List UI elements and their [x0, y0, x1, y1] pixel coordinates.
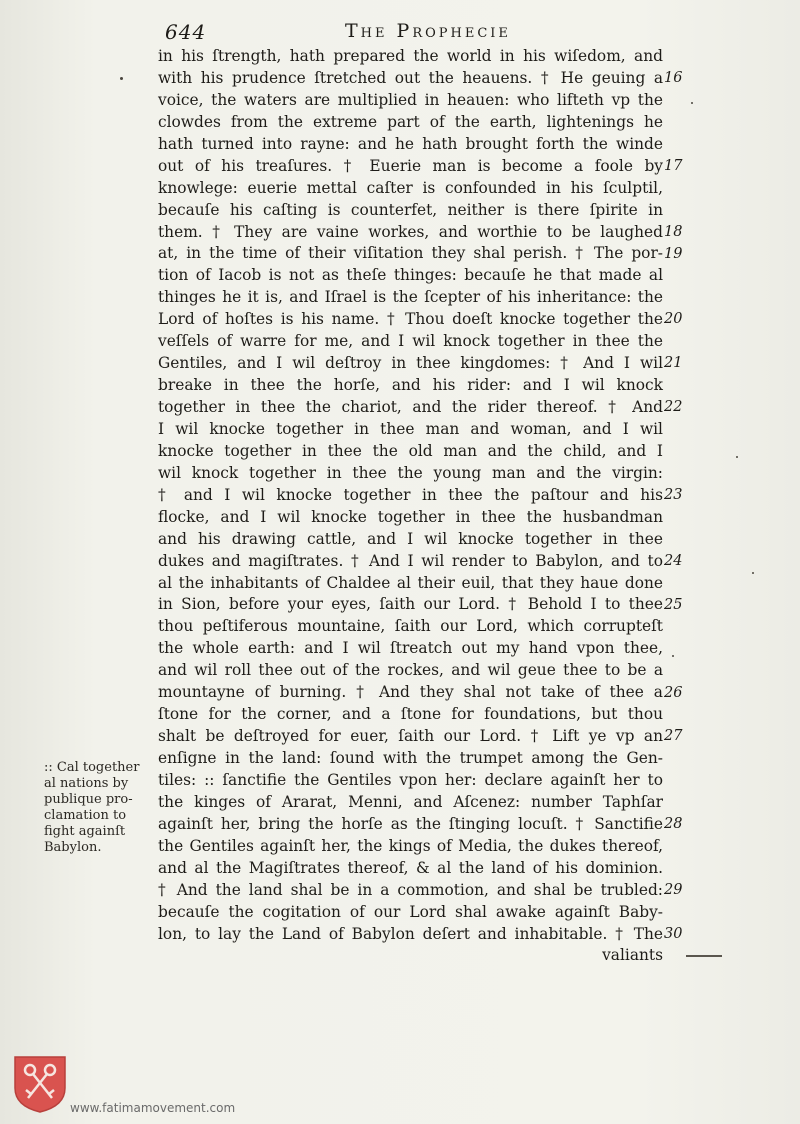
text-line-content: clowdes from the extreme part of the earth, lightenings he [158, 112, 663, 131]
text-line [158, 156, 663, 178]
text-line-content: knocke together in thee the old man and the child, and I [158, 441, 663, 460]
text-line [158, 682, 663, 704]
text-line-content: tion of Iacob is not as theſe thinges: becauſe he that made al [158, 266, 663, 285]
verse-number: 27 [664, 728, 683, 745]
text-line-content: the whole earth: and I wil ſtreatch out my hand vpon thee, [158, 639, 663, 658]
text-line [158, 463, 663, 485]
text-line [158, 353, 663, 375]
text-line-content: with his prudence ſtretched out the heauens. † He geuing a [158, 68, 663, 87]
text-line [158, 836, 663, 858]
text-line-content: in Sion, before your eyes, ſaith our Lord. † Behold I to thee [158, 595, 663, 614]
text-line-content: and al the Magiſtrates thereof, & al the land of his dominion. [158, 858, 663, 877]
speck-mark [752, 572, 754, 574]
speck-mark [691, 102, 693, 104]
text-line-content: breake in thee the horſe, and his rider: and I wil knock [158, 376, 663, 395]
text-line-content: Lord of hoſtes is his name. † Thou doeſt knocke together the [158, 310, 663, 329]
text-line [158, 902, 663, 924]
margin-note-line: Babylon. [44, 840, 102, 855]
verse-number: 26 [664, 684, 683, 701]
shield-logo-icon [12, 1054, 68, 1114]
text-line-content: them. † They are vaine workes, and worthie to be laughed [158, 222, 663, 241]
text-line-content: Gentiles, and I wil deſtroy in thee kingdomes: † And I wil [158, 354, 663, 373]
text-line-content: enſigne in the land: ſound with the trumpet among the Gen- [158, 749, 663, 767]
verse-number: 29 [664, 882, 683, 899]
text-line-content: at, in the time of their viſitation they shal perish. † The por- [158, 244, 663, 263]
text-line [158, 419, 663, 441]
text-line [158, 880, 663, 902]
text-line [158, 134, 663, 156]
text-line [158, 726, 663, 748]
text-line [158, 704, 663, 726]
verse-number: 23 [664, 487, 683, 503]
text-line [158, 331, 663, 353]
text-line-content: ſtone for the corner, and a ſtone for foundations, but thou [158, 705, 663, 724]
text-line [158, 945, 663, 967]
margin-note-line: publique pro- [44, 792, 133, 807]
text-line-content: together in thee the chariot, and the rider thereof. † And [158, 398, 663, 416]
text-line [158, 222, 663, 244]
text-line-content: the Gentiles againſt her, the kings of Media, the dukes thereof, [158, 836, 663, 855]
text-line-content: flocke, and I wil knocke together in thee the husbandman [158, 507, 663, 526]
text-line [158, 616, 663, 638]
text-line-content: voice, the waters are multiplied in heauen: who lifteth vp the [158, 90, 663, 109]
ink-dash-mark [686, 955, 722, 957]
text-line-content: wil knock together in thee the young man and the virgin: [158, 463, 663, 482]
text-line-content: and wil roll thee out of the rockes, and wil geue thee to be a [158, 661, 663, 680]
margin-note-line: clamation to [44, 808, 127, 823]
text-line [158, 309, 663, 331]
text-line-content: † And the land shal be in a commotion, and shal be trubled: [158, 880, 663, 899]
text-line-content: knowlege: euerie mettal caſter is confounded in his ſculptil, [158, 178, 663, 197]
text-line [158, 441, 663, 463]
text-line-content: shalt be deſtroyed for euer, ſaith our Lord. † Lift ye vp an [158, 727, 663, 746]
margin-note [44, 760, 154, 856]
text-line [158, 90, 663, 112]
text-line-content: veſſels of warre for me, and I wil knock together in thee the [158, 332, 663, 351]
page-header [165, 20, 665, 48]
verse-number: 25 [664, 596, 683, 613]
verse-number: 30 [664, 926, 683, 942]
verse-number: 16 [664, 69, 683, 86]
text-line [158, 243, 663, 265]
text-line [158, 46, 663, 68]
text-line [158, 660, 663, 682]
text-line [158, 529, 663, 551]
verse-number: 24 [664, 552, 683, 569]
text-line-content: thinges he it is, and Iſrael is the ſcepter of his inheritance: the [158, 288, 663, 307]
text-line-content: valiants [602, 946, 663, 965]
text-line [158, 814, 663, 836]
text-line [158, 594, 663, 616]
text-line-content: hath turned into rayne: and he hath brought forth the winde [158, 134, 663, 153]
body-text [158, 46, 663, 967]
text-line-content: lon, to lay the Land of Babylon deſert and inhabitable. † The [158, 924, 663, 943]
text-line [158, 858, 663, 880]
text-line-content: becauſe his caſting is counterfet, neither is there ſpirite in [158, 200, 663, 219]
verse-number: 20 [664, 311, 683, 328]
text-line [158, 397, 663, 419]
verse-number: 17 [664, 157, 683, 174]
margin-note-line: fight againſt [44, 824, 126, 839]
text-line [158, 375, 663, 397]
margin-note-line: al nations by [44, 776, 129, 791]
text-line [158, 178, 663, 200]
text-line [158, 924, 663, 946]
text-line [158, 507, 663, 529]
text-line [158, 485, 663, 507]
text-line [158, 770, 663, 792]
text-line [158, 112, 663, 134]
text-line-content: tiles: :: ſanctifie the Gentiles vpon her: declare againſt her to [158, 770, 663, 789]
text-line-content: mountayne of burning. † And they shal not take of thee a [158, 683, 663, 702]
text-line [158, 792, 663, 814]
verse-number: 21 [664, 355, 683, 372]
text-line-content: thou peſtiferous mountaine, ſaith our Lord, which corrupteſt [158, 617, 663, 636]
text-line-content: the kinges of Ararat, Menni, and Aſcenez: number Taphſar [158, 792, 663, 811]
speck-mark [672, 655, 674, 657]
text-line-content: againſt her, bring the horſe as the ſtinging locuſt. † Sanctifie [158, 814, 663, 833]
text-line-content: I wil knocke together in thee man and woman, and I wil [158, 419, 663, 438]
text-line [158, 200, 663, 222]
text-line [158, 748, 663, 770]
text-line [158, 573, 663, 595]
text-line [158, 68, 663, 90]
website-link[interactable]: www.fatimamovement.com [70, 1101, 236, 1115]
text-line-content: al the inhabitants of Chaldee al their euil, that they haue done [158, 573, 663, 592]
running-title: The Prophecie [345, 20, 511, 42]
verse-number: 28 [664, 816, 683, 833]
verse-number: 19 [664, 245, 683, 262]
verse-number: 22 [664, 399, 683, 416]
text-line-content: becauſe the cogitation of our Lord shal awake againſt Baby- [158, 902, 663, 921]
text-line-content: out of his treaſures. † Euerie man is become a foole by [158, 156, 663, 175]
margin-note-line: :: Cal together [44, 760, 140, 775]
text-line-content: and his drawing cattle, and I wil knocke together in thee [158, 529, 663, 548]
text-line [158, 287, 663, 309]
speck-mark [736, 456, 738, 458]
text-line [158, 638, 663, 660]
text-line [158, 551, 663, 573]
verse-number: 18 [664, 223, 683, 240]
text-line-content: † and I wil knocke together in thee the paſtour and his [158, 485, 663, 504]
speck-mark [120, 77, 123, 80]
text-line [158, 265, 663, 287]
text-line-content: in his ſtrength, hath prepared the world in his wiſedom, and [158, 47, 663, 65]
text-line-content: dukes and magiſtrates. † And I wil render to Babylon, and to [158, 551, 663, 570]
page-number: 644 [165, 20, 207, 44]
